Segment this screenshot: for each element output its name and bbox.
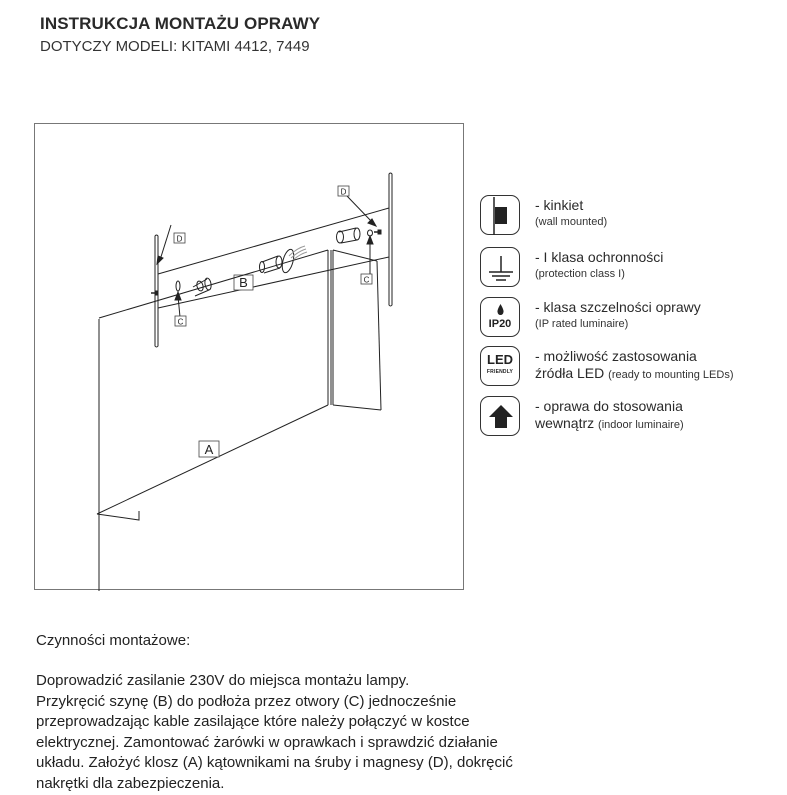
legend-item-wall-mounted — [480, 195, 780, 237]
protection-class-i-icon — [480, 247, 520, 287]
mounting-rail-drawing — [151, 173, 392, 347]
legend-item-led-friendly — [480, 346, 780, 388]
legend-item-indoor — [480, 396, 780, 438]
svg-text:D: D — [176, 234, 183, 244]
svg-text:C: C — [363, 275, 370, 285]
instructions-heading: Czynności montażowe: — [36, 632, 191, 649]
document-title: INSTRUKCJA MONTAŻU OPRAWY — [40, 14, 321, 33]
svg-text:C: C — [177, 317, 184, 327]
wall-mounted-icon — [480, 195, 520, 235]
legend-label-led-friendly: - możliwość zastosowania źródła LED (ready to mounting LEDs) — [535, 348, 734, 381]
assembly-diagram — [34, 123, 464, 590]
legend-label-indoor: - oprawa do stosowania wewnątrz (indoor luminaire) — [535, 398, 684, 431]
instruction-line: przeprowadzając kable zasilające które należy połączyć w kostce — [36, 713, 470, 730]
legend-label-ip-rating: - klasa szczelności oprawy (IP rated luminaire) — [535, 299, 701, 330]
water-drop-icon — [497, 304, 503, 315]
diagram-label-d-right — [338, 186, 349, 197]
instruction-line: elektrycznej. Zamontować żarówki w oprawkach i sprawdzić działanie — [36, 733, 498, 751]
legend-item-ip-rating — [480, 297, 780, 339]
svg-text:B: B — [239, 275, 248, 290]
instruction-line: Przykręcić szynę (B) do podłoża przez otwory (C) jednocześnie — [36, 692, 457, 710]
instructions-body — [36, 671, 596, 794]
instruction-line: układu. Założyć klosz (A) kątownikami na śruby i magnesy (D), dokręcić — [36, 754, 513, 771]
led-friendly-icon: LED FRIENDLY — [480, 346, 520, 386]
ip20-icon: IP20 — [480, 297, 520, 337]
instruction-line: Doprowadzić zasilanie 230V do miejsca montażu lampy. — [36, 672, 410, 689]
diagram-label-d-left — [174, 233, 185, 244]
indoor-house-icon — [480, 396, 520, 436]
diagram-label-c-left — [175, 316, 186, 327]
lamp-shade-drawing — [97, 250, 381, 591]
diagram-label-c-right — [361, 274, 372, 285]
legend-label-protection-class: - I klasa ochronności (protection class I) — [535, 249, 664, 280]
diagram-label-a — [199, 441, 219, 457]
document-subtitle: DOTYCZY MODELI: KITAMI 4412, 7449 — [40, 38, 310, 55]
svg-text:D: D — [340, 187, 347, 197]
legend-label-wall-mounted: - kinkiet (wall mounted) — [535, 197, 608, 228]
legend-item-protection-class — [480, 247, 780, 289]
svg-text:A: A — [204, 442, 214, 457]
instruction-line: nakrętki dla zabezpieczenia. — [36, 774, 225, 792]
